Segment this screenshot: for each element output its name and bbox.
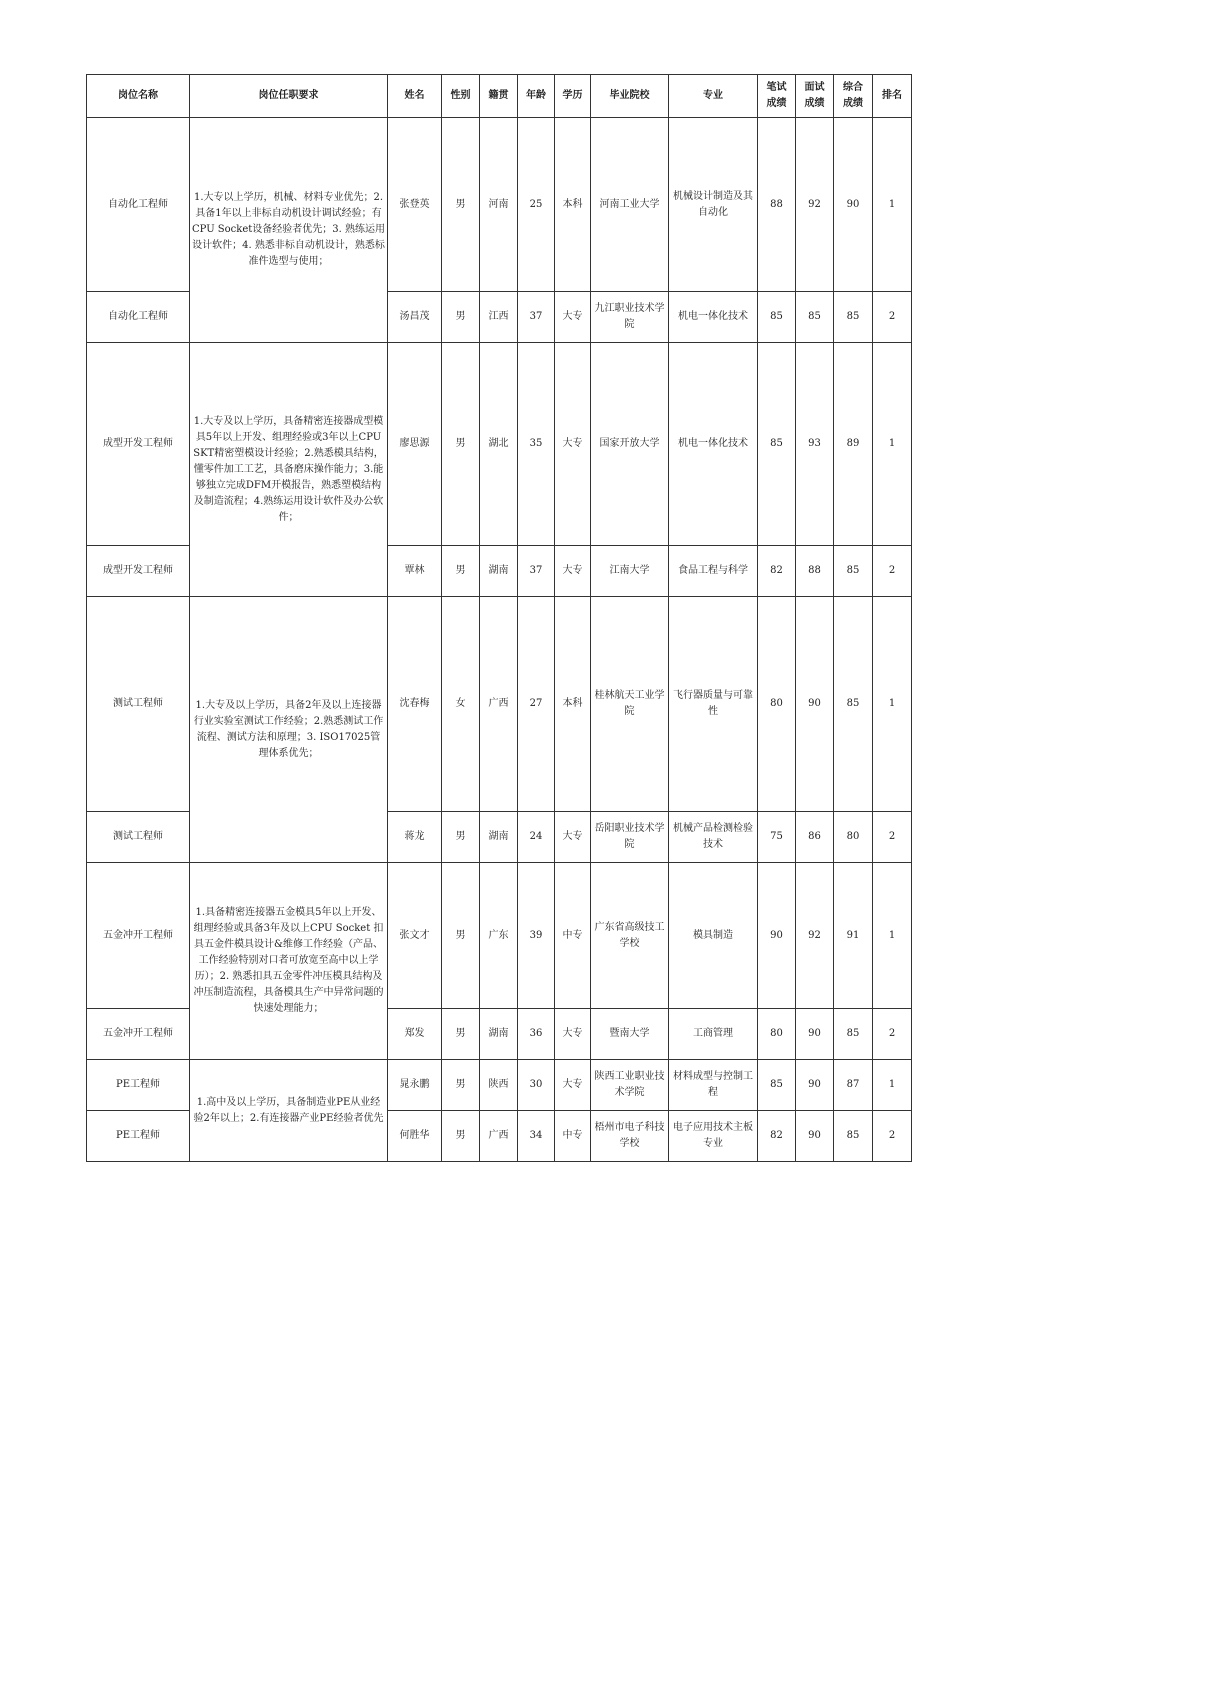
cell-school: 陕西工业职业技术学院 bbox=[591, 1060, 669, 1111]
cell-major: 材料成型与控制工程 bbox=[669, 1060, 758, 1111]
cell-position: 成型开发工程师 bbox=[87, 546, 190, 597]
table-row bbox=[87, 343, 912, 546]
cell-written: 85 bbox=[758, 292, 796, 343]
cell-position: 测试工程师 bbox=[87, 812, 190, 863]
cell-requirements: 1.高中及以上学历，具备制造业PE从业经验2年以上；2.有连接器产业PE经验者优先 bbox=[190, 1060, 388, 1162]
cell-origin: 湖北 bbox=[480, 343, 518, 546]
table-row bbox=[87, 597, 912, 812]
cell-major: 机电一体化技术 bbox=[669, 343, 758, 546]
cell-origin: 河南 bbox=[480, 118, 518, 292]
cell-gender: 男 bbox=[442, 118, 480, 292]
cell-rank: 2 bbox=[873, 546, 912, 597]
col-header-written-line1: 笔试 bbox=[766, 82, 787, 93]
cell-interview: 90 bbox=[796, 597, 834, 812]
col-header-origin: 籍贯 bbox=[480, 75, 518, 118]
cell-age: 36 bbox=[518, 1009, 555, 1060]
cell-gender: 男 bbox=[442, 343, 480, 546]
col-header-education: 学历 bbox=[555, 75, 591, 118]
cell-position: 五金冲开工程师 bbox=[87, 863, 190, 1009]
cell-gender: 男 bbox=[442, 546, 480, 597]
cell-interview: 90 bbox=[796, 1060, 834, 1111]
cell-rank: 2 bbox=[873, 812, 912, 863]
cell-gender: 男 bbox=[442, 1009, 480, 1060]
cell-rank: 1 bbox=[873, 343, 912, 546]
cell-total: 85 bbox=[834, 597, 873, 812]
cell-age: 37 bbox=[518, 546, 555, 597]
cell-origin: 广东 bbox=[480, 863, 518, 1009]
cell-rank: 1 bbox=[873, 1060, 912, 1111]
cell-written: 75 bbox=[758, 812, 796, 863]
cell-education: 本科 bbox=[555, 597, 591, 812]
col-header-written bbox=[758, 75, 796, 118]
cell-school: 桂林航天工业学院 bbox=[591, 597, 669, 812]
cell-position: 自动化工程师 bbox=[87, 118, 190, 292]
cell-school: 暨南大学 bbox=[591, 1009, 669, 1060]
cell-interview: 86 bbox=[796, 812, 834, 863]
cell-gender: 男 bbox=[442, 1060, 480, 1111]
cell-gender: 男 bbox=[442, 292, 480, 343]
cell-age: 37 bbox=[518, 292, 555, 343]
cell-origin: 陕西 bbox=[480, 1060, 518, 1111]
cell-written: 82 bbox=[758, 1111, 796, 1162]
cell-position: PE工程师 bbox=[87, 1060, 190, 1111]
cell-written: 80 bbox=[758, 597, 796, 812]
cell-total: 89 bbox=[834, 343, 873, 546]
cell-age: 25 bbox=[518, 118, 555, 292]
header-row bbox=[87, 75, 912, 118]
cell-major: 机电一体化技术 bbox=[669, 292, 758, 343]
cell-gender: 男 bbox=[442, 863, 480, 1009]
cell-education: 中专 bbox=[555, 1111, 591, 1162]
cell-origin: 广西 bbox=[480, 597, 518, 812]
cell-education: 大专 bbox=[555, 812, 591, 863]
cell-position: 自动化工程师 bbox=[87, 292, 190, 343]
cell-requirements: 1.大专及以上学历，具备精密连接器成型模具5年以上开发、组理经验或3年以上CPU SKT精密塑模设计经验；2.熟悉模具结构，懂零件加工工艺，具备磨床操作能力；3.能够独立完成DFM开模报告，熟悉塑模结构及制造流程；4.熟练运用设计软件及办公软件； bbox=[190, 343, 388, 597]
cell-school: 国家开放大学 bbox=[591, 343, 669, 546]
cell-education: 大专 bbox=[555, 546, 591, 597]
cell-education: 大专 bbox=[555, 1060, 591, 1111]
cell-name: 郑发 bbox=[388, 1009, 442, 1060]
col-header-name: 姓名 bbox=[388, 75, 442, 118]
cell-education: 大专 bbox=[555, 343, 591, 546]
col-header-requirements: 岗位任职要求 bbox=[190, 75, 388, 118]
cell-total: 87 bbox=[834, 1060, 873, 1111]
cell-name: 廖思源 bbox=[388, 343, 442, 546]
cell-written: 80 bbox=[758, 1009, 796, 1060]
cell-major: 机械产品检测检验技术 bbox=[669, 812, 758, 863]
cell-rank: 1 bbox=[873, 597, 912, 812]
cell-gender: 男 bbox=[442, 812, 480, 863]
col-header-gender: 性别 bbox=[442, 75, 480, 118]
cell-interview: 92 bbox=[796, 863, 834, 1009]
cell-school: 岳阳职业技术学院 bbox=[591, 812, 669, 863]
cell-total: 90 bbox=[834, 118, 873, 292]
cell-school: 江南大学 bbox=[591, 546, 669, 597]
cell-interview: 85 bbox=[796, 292, 834, 343]
cell-school: 河南工业大学 bbox=[591, 118, 669, 292]
cell-interview: 88 bbox=[796, 546, 834, 597]
cell-position: 五金冲开工程师 bbox=[87, 1009, 190, 1060]
cell-position: PE工程师 bbox=[87, 1111, 190, 1162]
cell-total: 85 bbox=[834, 546, 873, 597]
cell-gender: 女 bbox=[442, 597, 480, 812]
cell-education: 本科 bbox=[555, 118, 591, 292]
col-header-total bbox=[834, 75, 873, 118]
col-header-interview-line2: 成绩 bbox=[804, 98, 825, 109]
cell-origin: 湖南 bbox=[480, 1009, 518, 1060]
cell-origin: 江西 bbox=[480, 292, 518, 343]
cell-major: 机械设计制造及其自动化 bbox=[669, 118, 758, 292]
cell-age: 27 bbox=[518, 597, 555, 812]
col-header-age: 年龄 bbox=[518, 75, 555, 118]
cell-school: 梧州市电子科技学校 bbox=[591, 1111, 669, 1162]
col-header-rank: 排名 bbox=[873, 75, 912, 118]
cell-written: 88 bbox=[758, 118, 796, 292]
cell-written: 90 bbox=[758, 863, 796, 1009]
cell-total: 80 bbox=[834, 812, 873, 863]
cell-education: 大专 bbox=[555, 1009, 591, 1060]
cell-total: 85 bbox=[834, 1111, 873, 1162]
cell-written: 85 bbox=[758, 343, 796, 546]
cell-written: 82 bbox=[758, 546, 796, 597]
cell-total: 85 bbox=[834, 292, 873, 343]
cell-age: 30 bbox=[518, 1060, 555, 1111]
cell-major: 飞行器质量与可靠性 bbox=[669, 597, 758, 812]
cell-written: 85 bbox=[758, 1060, 796, 1111]
cell-name: 蒋龙 bbox=[388, 812, 442, 863]
cell-age: 35 bbox=[518, 343, 555, 546]
col-header-school: 毕业院校 bbox=[591, 75, 669, 118]
col-header-written-line2: 成绩 bbox=[766, 98, 787, 109]
cell-origin: 湖南 bbox=[480, 546, 518, 597]
cell-position: 测试工程师 bbox=[87, 597, 190, 812]
cell-name: 晁永鹏 bbox=[388, 1060, 442, 1111]
cell-name: 何胜华 bbox=[388, 1111, 442, 1162]
cell-school: 九江职业技术学院 bbox=[591, 292, 669, 343]
cell-requirements: 1.具备精密连接器五金模具5年以上开发、组理经验或具备3年及以上CPU Socket 扣具五金件模具设计&维修工作经验（产品、工作经验特别对口者可放宽至高中以上学历）；2. 熟悉扣具五金零件冲压模具结构及冲压制造流程，具备模具生产中异常问题的快速处理能力； bbox=[190, 863, 388, 1060]
col-header-interview-line1: 面试 bbox=[804, 82, 825, 93]
cell-age: 39 bbox=[518, 863, 555, 1009]
table-row bbox=[87, 118, 912, 292]
cell-education: 中专 bbox=[555, 863, 591, 1009]
cell-name: 覃林 bbox=[388, 546, 442, 597]
cell-interview: 90 bbox=[796, 1009, 834, 1060]
cell-origin: 湖南 bbox=[480, 812, 518, 863]
cell-education: 大专 bbox=[555, 292, 591, 343]
cell-major: 工商管理 bbox=[669, 1009, 758, 1060]
cell-interview: 93 bbox=[796, 343, 834, 546]
cell-origin: 广西 bbox=[480, 1111, 518, 1162]
cell-gender: 男 bbox=[442, 1111, 480, 1162]
cell-name: 汤昌茂 bbox=[388, 292, 442, 343]
cell-age: 24 bbox=[518, 812, 555, 863]
cell-name: 沈春梅 bbox=[388, 597, 442, 812]
cell-total: 91 bbox=[834, 863, 873, 1009]
cell-interview: 90 bbox=[796, 1111, 834, 1162]
col-header-major: 专业 bbox=[669, 75, 758, 118]
cell-rank: 2 bbox=[873, 1009, 912, 1060]
cell-requirements: 1.大专及以上学历，具备2年及以上连接器行业实验室测试工作经验；2.熟悉测试工作流程、测试方法和原理；3. ISO17025管理体系优先； bbox=[190, 597, 388, 863]
cell-total: 85 bbox=[834, 1009, 873, 1060]
cell-interview: 92 bbox=[796, 118, 834, 292]
cell-requirements: 1.大专以上学历，机械、材料专业优先；2.具备1年以上非标自动机设计调试经验；有CPU Socket设备经验者优先；3. 熟练运用设计软件；4. 熟悉非标自动机设计，熟悉标准件选型与使用； bbox=[190, 118, 388, 343]
table-row bbox=[87, 863, 912, 1009]
table-row bbox=[87, 1060, 912, 1111]
cell-major: 模具制造 bbox=[669, 863, 758, 1009]
col-header-total-line2: 成绩 bbox=[843, 98, 863, 109]
col-header-interview bbox=[796, 75, 834, 118]
cell-major: 食品工程与科学 bbox=[669, 546, 758, 597]
col-header-position: 岗位名称 bbox=[87, 75, 190, 118]
cell-rank: 2 bbox=[873, 1111, 912, 1162]
results-table bbox=[86, 74, 912, 1162]
cell-position: 成型开发工程师 bbox=[87, 343, 190, 546]
cell-rank: 2 bbox=[873, 292, 912, 343]
cell-rank: 1 bbox=[873, 863, 912, 1009]
col-header-total-line1: 综合 bbox=[843, 82, 863, 93]
cell-name: 张文才 bbox=[388, 863, 442, 1009]
cell-major: 电子应用技术主板专业 bbox=[669, 1111, 758, 1162]
cell-school: 广东省高级技工学校 bbox=[591, 863, 669, 1009]
cell-age: 34 bbox=[518, 1111, 555, 1162]
cell-name: 张登英 bbox=[388, 118, 442, 292]
cell-rank: 1 bbox=[873, 118, 912, 292]
